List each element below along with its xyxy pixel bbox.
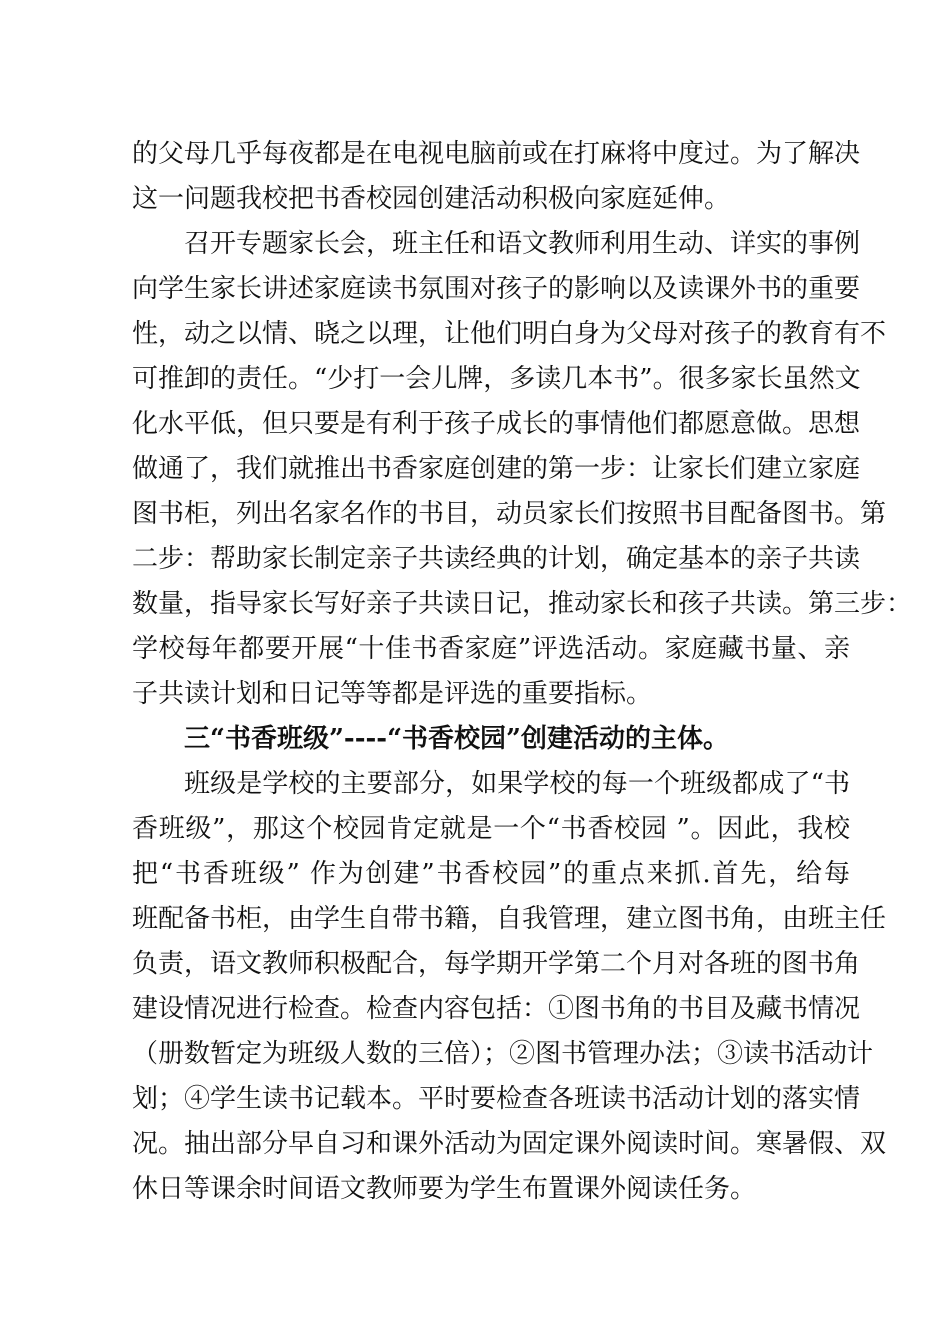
text-line: 况。抽出部分早自习和课外活动为固定课外阅读时间。寒暑假、双 <box>132 1129 887 1159</box>
body-text <box>132 132 913 1212</box>
text-line: 化水平低，但只要是有利于孩子成长的事情他们都愿意做。思想 <box>132 409 861 439</box>
text-line: 的父母几乎每夜都是在电视电脑前或在打麻将中度过。为了解决 <box>132 139 861 169</box>
text-line: 班配备书柜，由学生自带书籍，自我管理，建立图书角，由班主任 <box>132 904 887 934</box>
text-line: 休日等课余时间语文教师要为学生布置课外阅读任务。 <box>132 1174 757 1204</box>
section-heading: 三“书香班级”----“书香校园”创建活动的主体。 <box>184 724 729 754</box>
text-line: （册数暂定为班级人数的三倍）；②图书管理办法；③读书活动计 <box>132 1039 874 1069</box>
text-line: 二步：帮助家长制定亲子共读经典的计划，确定基本的亲子共读 <box>132 544 861 574</box>
text-line: 做通了，我们就推出书香家庭创建的第一步：让家长们建立家庭 <box>132 454 861 484</box>
text-line: 香班级”，那这个校园肯定就是一个“书香校园 ”。因此，我校 <box>132 814 850 844</box>
text-line: 建设情况进行检查。检查内容包括：①图书角的书目及藏书情况 <box>132 994 861 1024</box>
text-line: 划；④学生读书记载本。平时要检查各班读书活动计划的落实情 <box>132 1084 861 1114</box>
text-line: 召开专题家长会，班主任和语文教师利用生动、详实的事例 <box>184 229 861 259</box>
text-line: 数量，指导家长写好亲子共读日记，推动家长和孩子共读。第三步： <box>132 589 913 619</box>
text-line: 向学生家长讲述家庭读书氛围对孩子的影响以及读课外书的重要 <box>132 274 861 304</box>
text-line: 负责，语文教师积极配合，每学期开学第二个月对各班的图书角 <box>132 949 861 979</box>
text-line: 这一问题我校把书香校园创建活动积极向家庭延伸。 <box>132 184 731 214</box>
text-line: 学校每年都要开展“十佳书香家庭”评选活动。家庭藏书量、亲 <box>132 634 850 664</box>
text-line: 班级是学校的主要部分，如果学校的每一个班级都成了“书 <box>184 769 850 799</box>
text-line: 把“书香班级” 作为创建”书香校园”的重点来抓.首先，给每 <box>132 859 850 889</box>
text-line: 图书柜，列出名家名作的书目，动员家长们按照书目配备图书。第 <box>132 499 887 529</box>
text-line: 子共读计划和日记等等都是评选的重要指标。 <box>132 679 653 709</box>
text-line: 性，动之以情、晓之以理，让他们明白身为父母对孩子的教育有不 <box>132 319 887 349</box>
text-line: 可推卸的责任。“少打一会儿牌，多读几本书”。很多家长虽然文 <box>132 364 861 394</box>
